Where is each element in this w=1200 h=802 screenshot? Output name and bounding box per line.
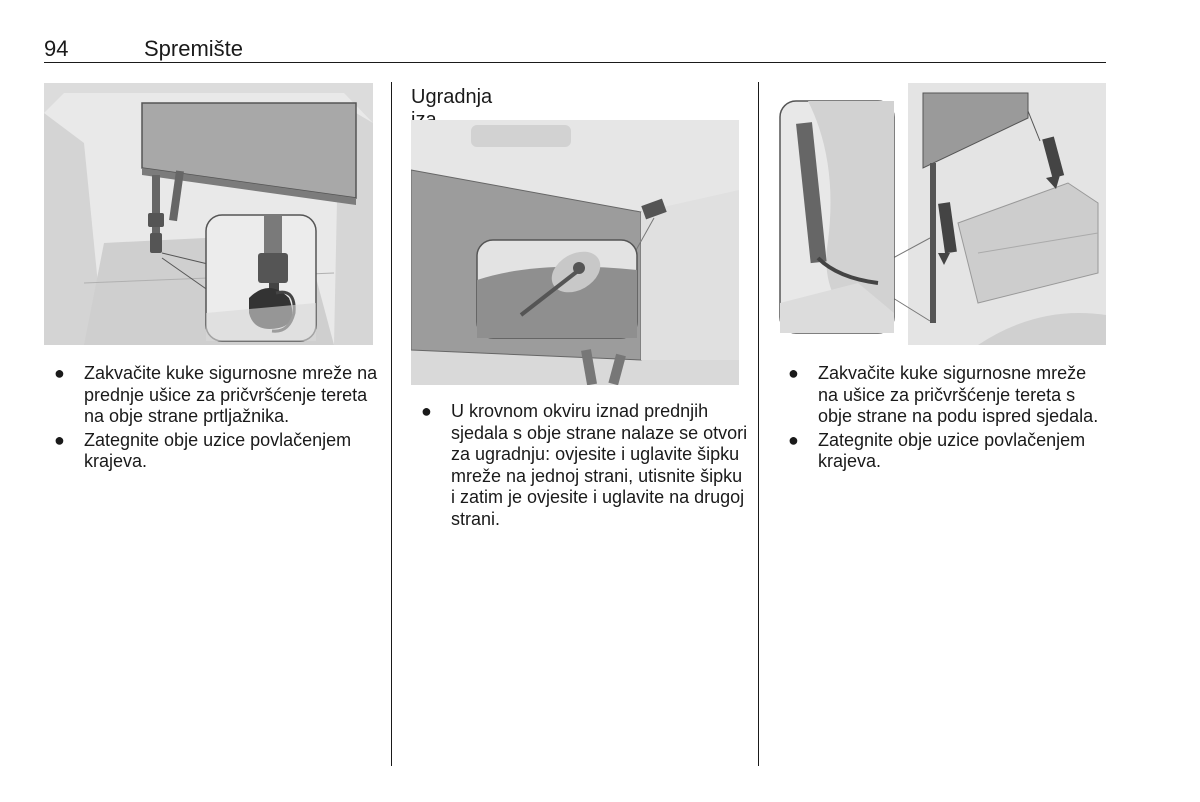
bullet-list-2 [411, 401, 751, 532]
figure-trunk-net-hooks [44, 83, 373, 345]
list-item: ● Zategnite obje uzice povlačenjem krajeva. [54, 429, 352, 471]
bullet-dot: ● [54, 363, 65, 383]
bullet-dot: ● [54, 429, 65, 450]
column-divider-2 [758, 82, 759, 766]
bullet-list-3 [778, 363, 1108, 475]
list-item: ● U krovnom okviru iznad prednjih sjedala s obje strane nalaze se otvori za ugradnju: ovjesite i uglavite šipku mreže na jednoj strani, utisnite šipku i zatim je ovjesite i uglavite na drugoj strani. [421, 401, 748, 529]
bullet-dot: ● [788, 363, 799, 383]
list-item: ● Zakvačite kuke sigurnosne mreže na ušice za pričvršćenje tereta s obje strane na podu ispred sjedala. [788, 363, 1099, 426]
page-header [44, 34, 1106, 64]
page-title: Spremište [144, 36, 244, 61]
header-rule [44, 62, 1106, 63]
page-number: 94 [44, 36, 69, 61]
list-item: ● Zategnite obje uzice povlačenjem krajeva. [788, 429, 1086, 471]
list-item: ● Zakvačite kuke sigurnosne mreže na prednje ušice za pričvršćenje tereta na obje strane prtljažnika. [54, 363, 378, 426]
figure-roof-frame-mount [411, 120, 739, 385]
figure-floor-anchor-hooks [778, 83, 1106, 345]
bullet-list-1 [44, 363, 384, 475]
section-heading: Ugradnja [411, 86, 493, 108]
bullet-dot: ● [788, 429, 799, 450]
column-divider-1 [391, 82, 392, 766]
bullet-dot: ● [421, 401, 432, 421]
